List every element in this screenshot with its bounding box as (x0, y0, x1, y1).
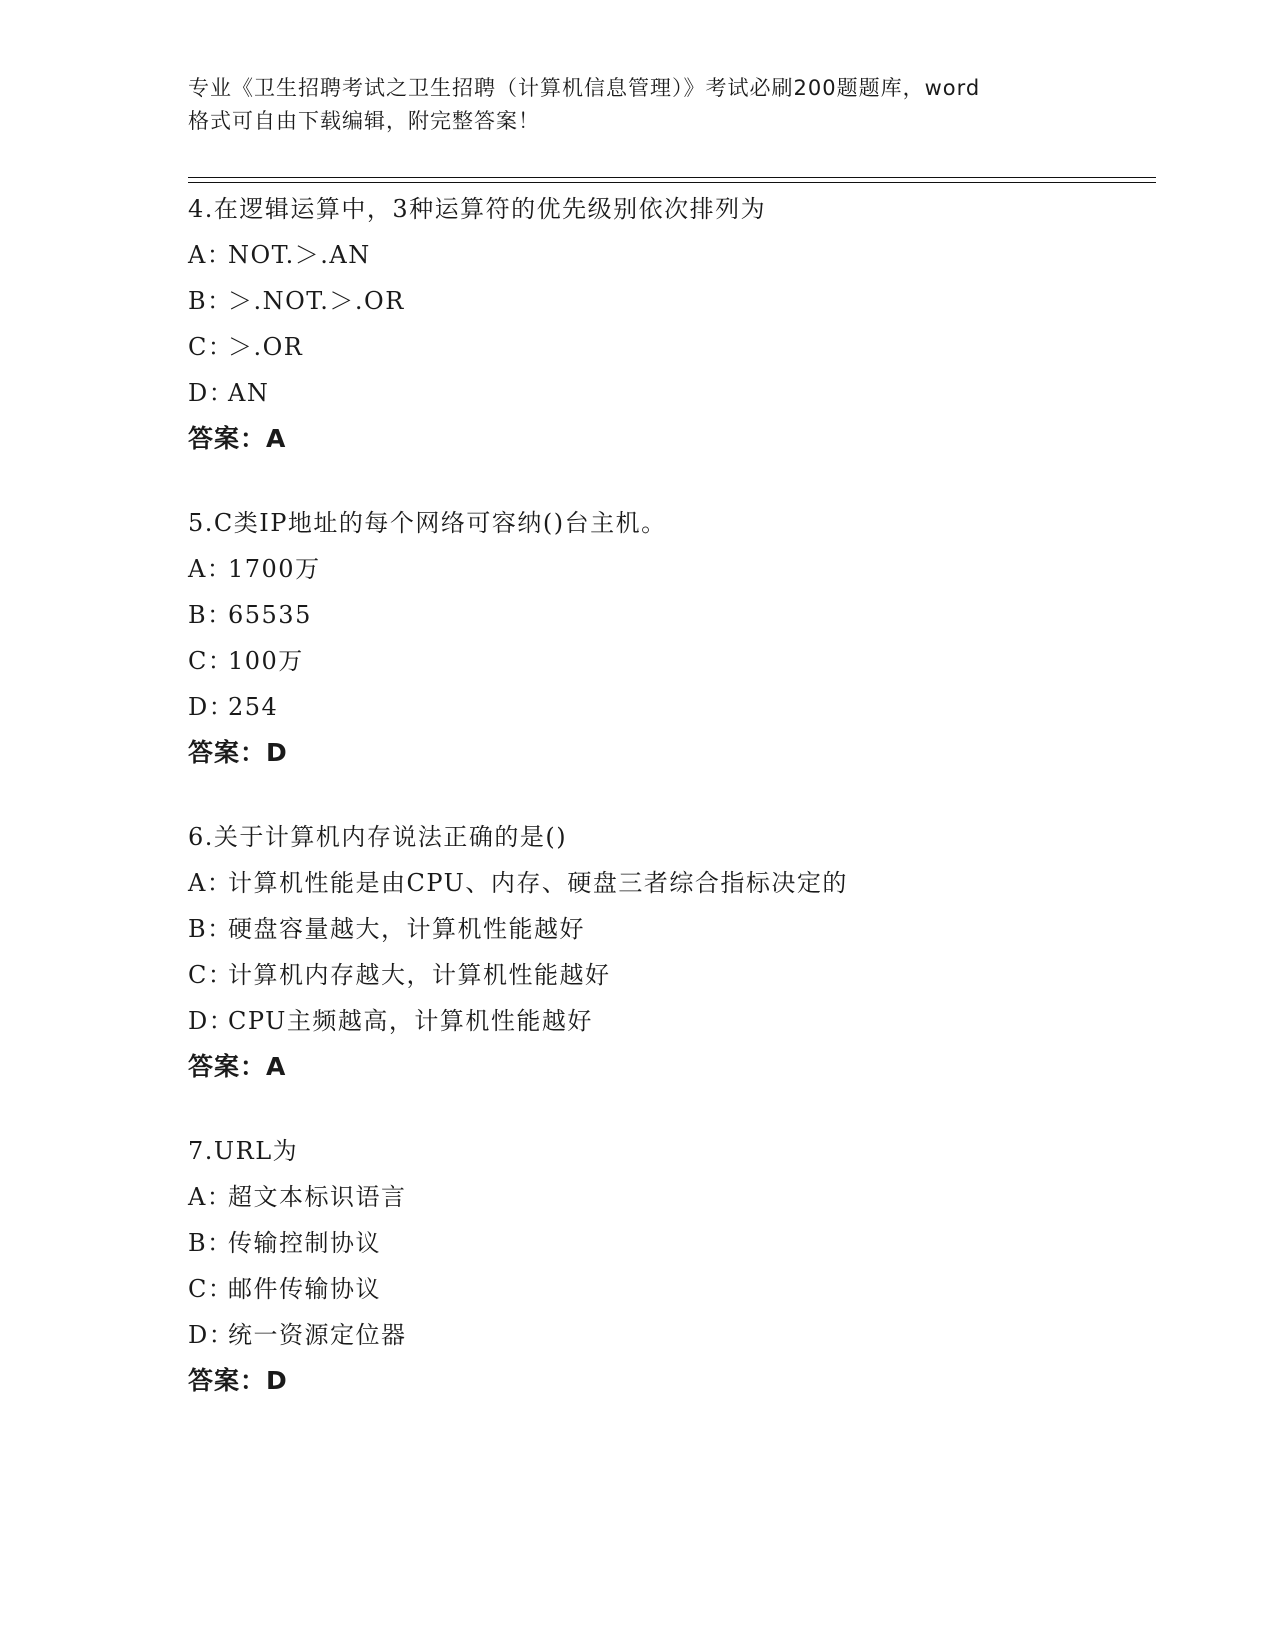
option-text: 计算机内存越大，计算机性能越好 (228, 961, 611, 989)
option-a (188, 232, 1168, 278)
header-line-2: 格式可自由下载编辑，附完整答案！ (188, 109, 540, 133)
option-letter: D： (188, 1321, 235, 1349)
answer-label: 答案：A (188, 424, 287, 453)
option-letter: A： (188, 241, 233, 269)
option-letter: C： (188, 333, 234, 361)
question-stem: 6.关于计算机内存说法正确的是() (188, 823, 568, 851)
option-b (188, 592, 1168, 638)
option-b (188, 278, 1168, 324)
option-text: CPU主频越高，计算机性能越好 (228, 1007, 593, 1035)
question-list (188, 186, 1168, 1442)
question-4 (188, 186, 1168, 462)
option-letter: B： (188, 1229, 233, 1257)
option-c (188, 952, 1168, 998)
option-text: 1700万 (228, 555, 321, 583)
option-letter: D： (188, 693, 235, 721)
option-letter: C： (188, 647, 234, 675)
option-text: 100万 (228, 647, 304, 675)
option-text: 邮件传输协议 (228, 1275, 381, 1303)
question-stem: 4.在逻辑运算中，3种运算符的优先级别依次排列为 (188, 195, 767, 223)
option-c (188, 638, 1168, 684)
option-letter: B： (188, 287, 233, 315)
option-c (188, 324, 1168, 370)
option-a (188, 860, 1168, 906)
option-d (188, 1312, 1168, 1358)
option-text: 超文本标识语言 (228, 1183, 407, 1211)
option-b (188, 906, 1168, 952)
option-b (188, 1220, 1168, 1266)
option-letter: C： (188, 961, 234, 989)
question-6 (188, 814, 1168, 1090)
option-letter: D： (188, 1007, 235, 1035)
option-text: AN (228, 379, 270, 407)
answer-label: 答案：D (188, 738, 288, 767)
option-letter: A： (188, 555, 233, 583)
option-a (188, 546, 1168, 592)
header-divider-bottom (188, 182, 1156, 183)
option-letter: C： (188, 1275, 234, 1303)
option-text: 硬盘容量越大，计算机性能越好 (228, 915, 585, 943)
question-5 (188, 500, 1168, 776)
option-d (188, 998, 1168, 1044)
option-letter: B： (188, 915, 233, 943)
question-stem: 7.URL为 (188, 1137, 299, 1165)
option-letter: A： (188, 1183, 233, 1211)
document-header (188, 72, 1088, 138)
answer-label: 答案：D (188, 1366, 288, 1395)
option-text: 65535 (228, 601, 312, 629)
option-text: ＞.NOT.＞.OR (228, 287, 405, 315)
option-text: 计算机性能是由CPU、内存、硬盘三者综合指标决定的 (228, 869, 848, 897)
option-d (188, 684, 1168, 730)
header-divider-top (188, 177, 1156, 178)
answer-label: 答案：A (188, 1052, 287, 1081)
option-text: ＞.OR (228, 333, 304, 361)
header-line-1: 专业《卫生招聘考试之卫生招聘（计算机信息管理）》考试必刷200题题库，word (188, 76, 981, 100)
option-letter: A： (188, 869, 233, 897)
option-c (188, 1266, 1168, 1312)
option-d (188, 370, 1168, 416)
option-text: NOT.＞.AN (228, 241, 371, 269)
option-letter: B： (188, 601, 233, 629)
option-text: 传输控制协议 (228, 1229, 381, 1257)
question-stem: 5.C类IP地址的每个网络可容纳()台主机。 (188, 509, 667, 537)
option-text: 统一资源定位器 (228, 1321, 407, 1349)
option-letter: D： (188, 379, 235, 407)
option-a (188, 1174, 1168, 1220)
question-7 (188, 1128, 1168, 1404)
option-text: 254 (228, 693, 279, 721)
